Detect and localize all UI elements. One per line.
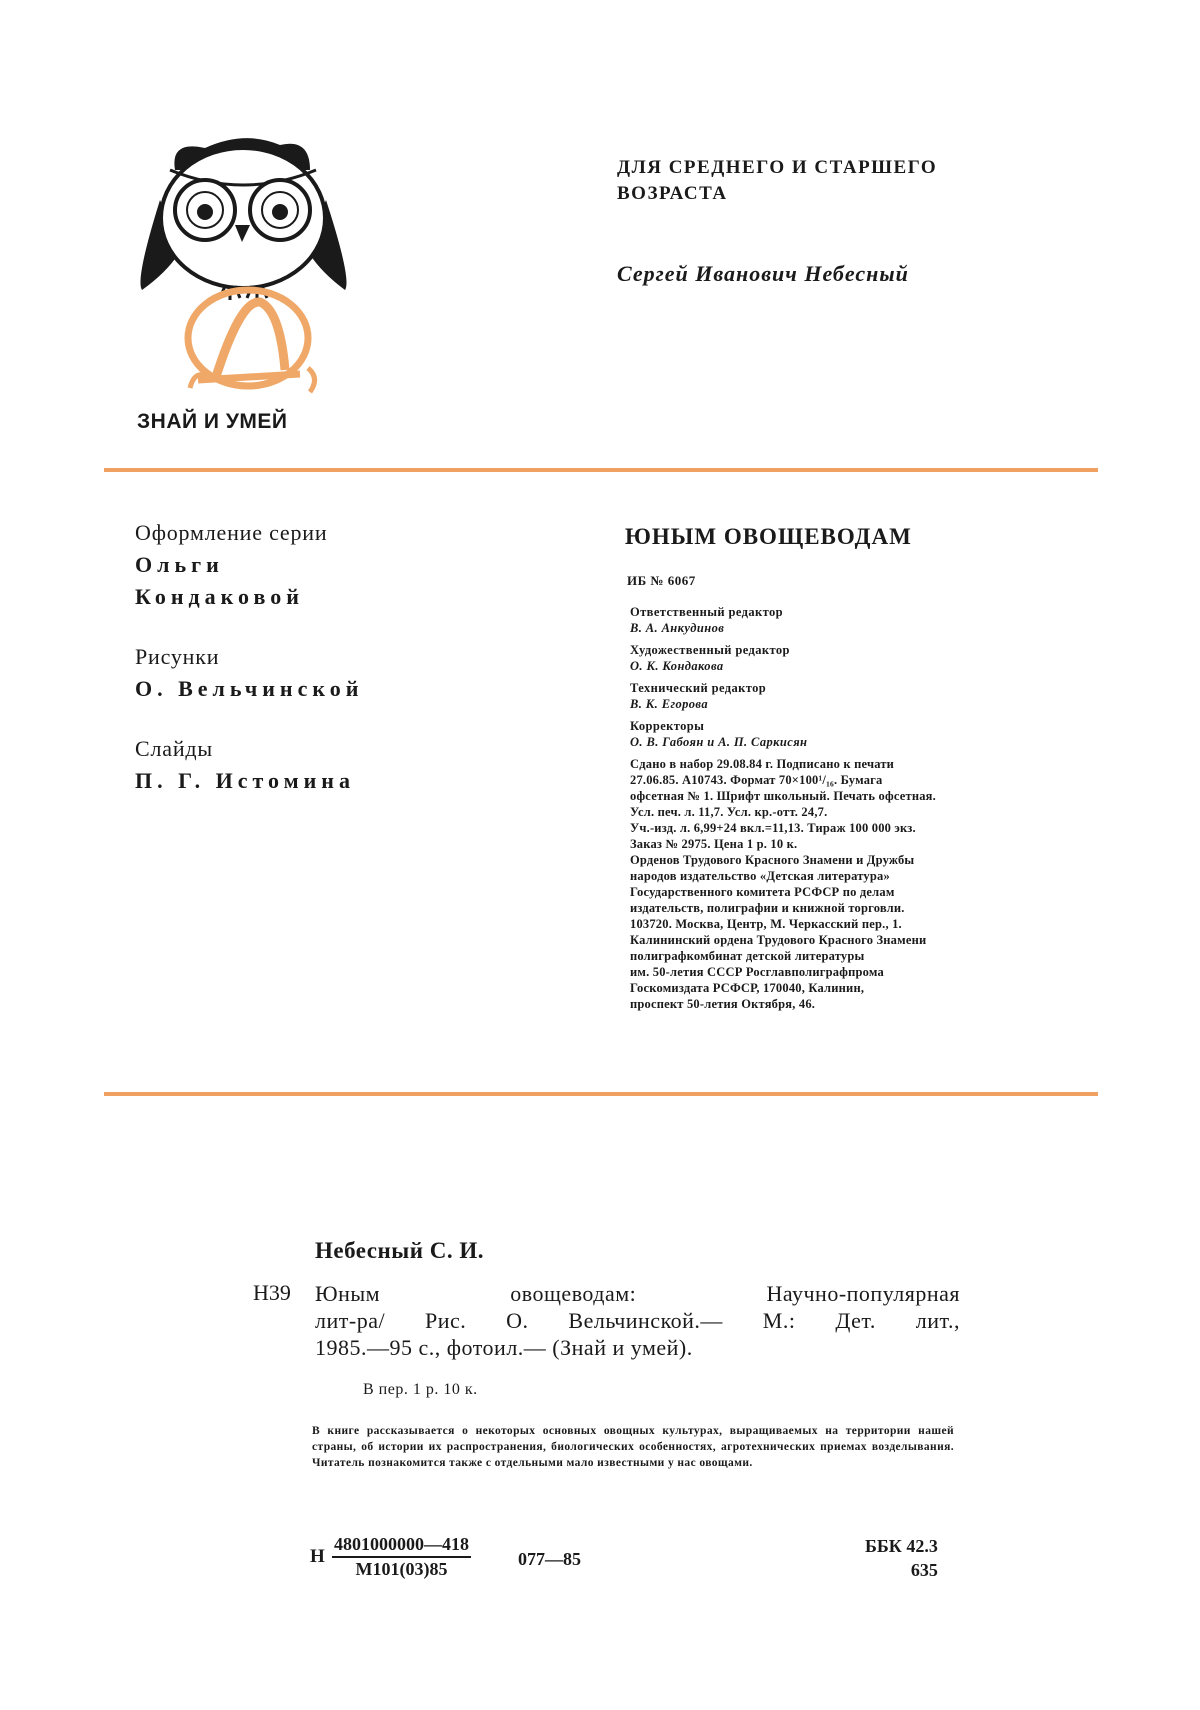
series-logo (130, 130, 360, 430)
bottom-divider (104, 1092, 1098, 1096)
isbn-fraction (332, 1534, 471, 1580)
isbn-denominator: М101(03)85 (355, 1559, 448, 1579)
bbk-code: ББК 42.3 635 (865, 1536, 938, 1580)
drawings-credit: Рисунки О. Вельчинской (135, 644, 364, 701)
annotation: В книге рассказывается о некоторых основных овощных культурах, выращиваемых на территории нашей страны, об истории их распространения, биологических особенностях, агротехнических приемах возделывания. Читатель познакомится также с отдельными мало известными у нас овощами. (312, 1425, 954, 1469)
credits (135, 517, 363, 825)
slides-credit: Слайды П. Г. Истомина (135, 736, 355, 793)
ib-number: ИБ № 6067 (627, 573, 696, 588)
design-credit: Оформление серии Ольги Кондаковой (135, 520, 328, 609)
catalog-code: Н39 (253, 1280, 291, 1305)
isbn-letter: Н (310, 1546, 325, 1567)
owl-icon (130, 130, 360, 400)
imprint-block: Ответственный редактор В. А. Анкудинов Художественный редактор О. К. Кондакова Технический редактор В. К. Егорова Корректоры О. В. Габоян и А. П. Саркисян Сдано в набор 29.08.84 г. Подписано к печати 27.06.85. А10743. Формат 70×100¹/₁₆. Бумага офсетная № 1. Шрифт школьный. Печать офсетная. Усл. печ. л. 11,7. Усл. кр.-отт. 24,7. Уч.-изд. л. 6,99+24 вкл.=11,13. Тираж 100 000 экз. Заказ № 2975. Цена 1 р. 10 к. Орденов Трудового Красного Знамени и Дружбы народов издательство «Детская литература» Государственного комитета РСФСР по делам издательств, полиграфии и книжной торговли. 103720. Москва, Центр, М. Черкасский пер., 1. Калининский ордена Трудового Красного Знамени полиграфкомбинат детской литературы им. 50-летия СССР Росглавполиграфпрома Госкомиздата РСФСР, 170040, Калинин, проспект 50-летия Октября, 46. (630, 604, 1100, 1012)
series-name: ЗНАЙ И УМЕЙ (137, 410, 288, 433)
catalog-author: Небесный С. И. (315, 1238, 484, 1263)
audience-label: ДЛЯ СРЕДНЕГО И СТАРШЕГО ВОЗРАСТА (617, 157, 938, 204)
catalog-description: Юным овощеводам: Научно-популярная лит-ра/ Рис. О. Вельчинской.— М.: Дет. лит., 1985.—95 с., фотоил.— (Знай и умей). (315, 1281, 960, 1360)
top-divider (104, 468, 1098, 472)
publication-details: Сдано в набор 29.08.84 г. Подписано к печати 27.06.85. А10743. Формат 70×100¹/₁₆. Бумага офсетная № 1. Шрифт школьный. Печать офсетная. Усл. печ. л. 11,7. Усл. кр.-отт. 24,7. Уч.-изд. л. 6,99+24 вкл.=11,13. Тираж 100 000 экз. Заказ № 2975. Цена 1 р. 10 к. Орденов Трудового Красного Знамени и Дружбы народов издательство «Детская литература» Государственного комитета РСФСР по делам издательств, полиграфии и книжной торговли. 103720. Москва, Центр, М. Черкасский пер., 1. Калининский ордена Трудового Красного Знамени полиграфкомбинат детской литературы им. 50-летия СССР Росглавполиграфпрома Госкомиздата РСФСР, 170040, Калинин, проспект 50-летия Октября, 46. (630, 757, 936, 1011)
isbn-suffix: 077—85 (518, 1549, 581, 1569)
author-full-name: Сергей Иванович Небесный (617, 261, 909, 286)
catalog-price: В пер. 1 р. 10 к. (363, 1381, 478, 1398)
isbn-numerator: 4801000000—418 (332, 1534, 471, 1558)
book-title: ЮНЫМ ОВОЩЕВОДАМ (625, 524, 912, 549)
